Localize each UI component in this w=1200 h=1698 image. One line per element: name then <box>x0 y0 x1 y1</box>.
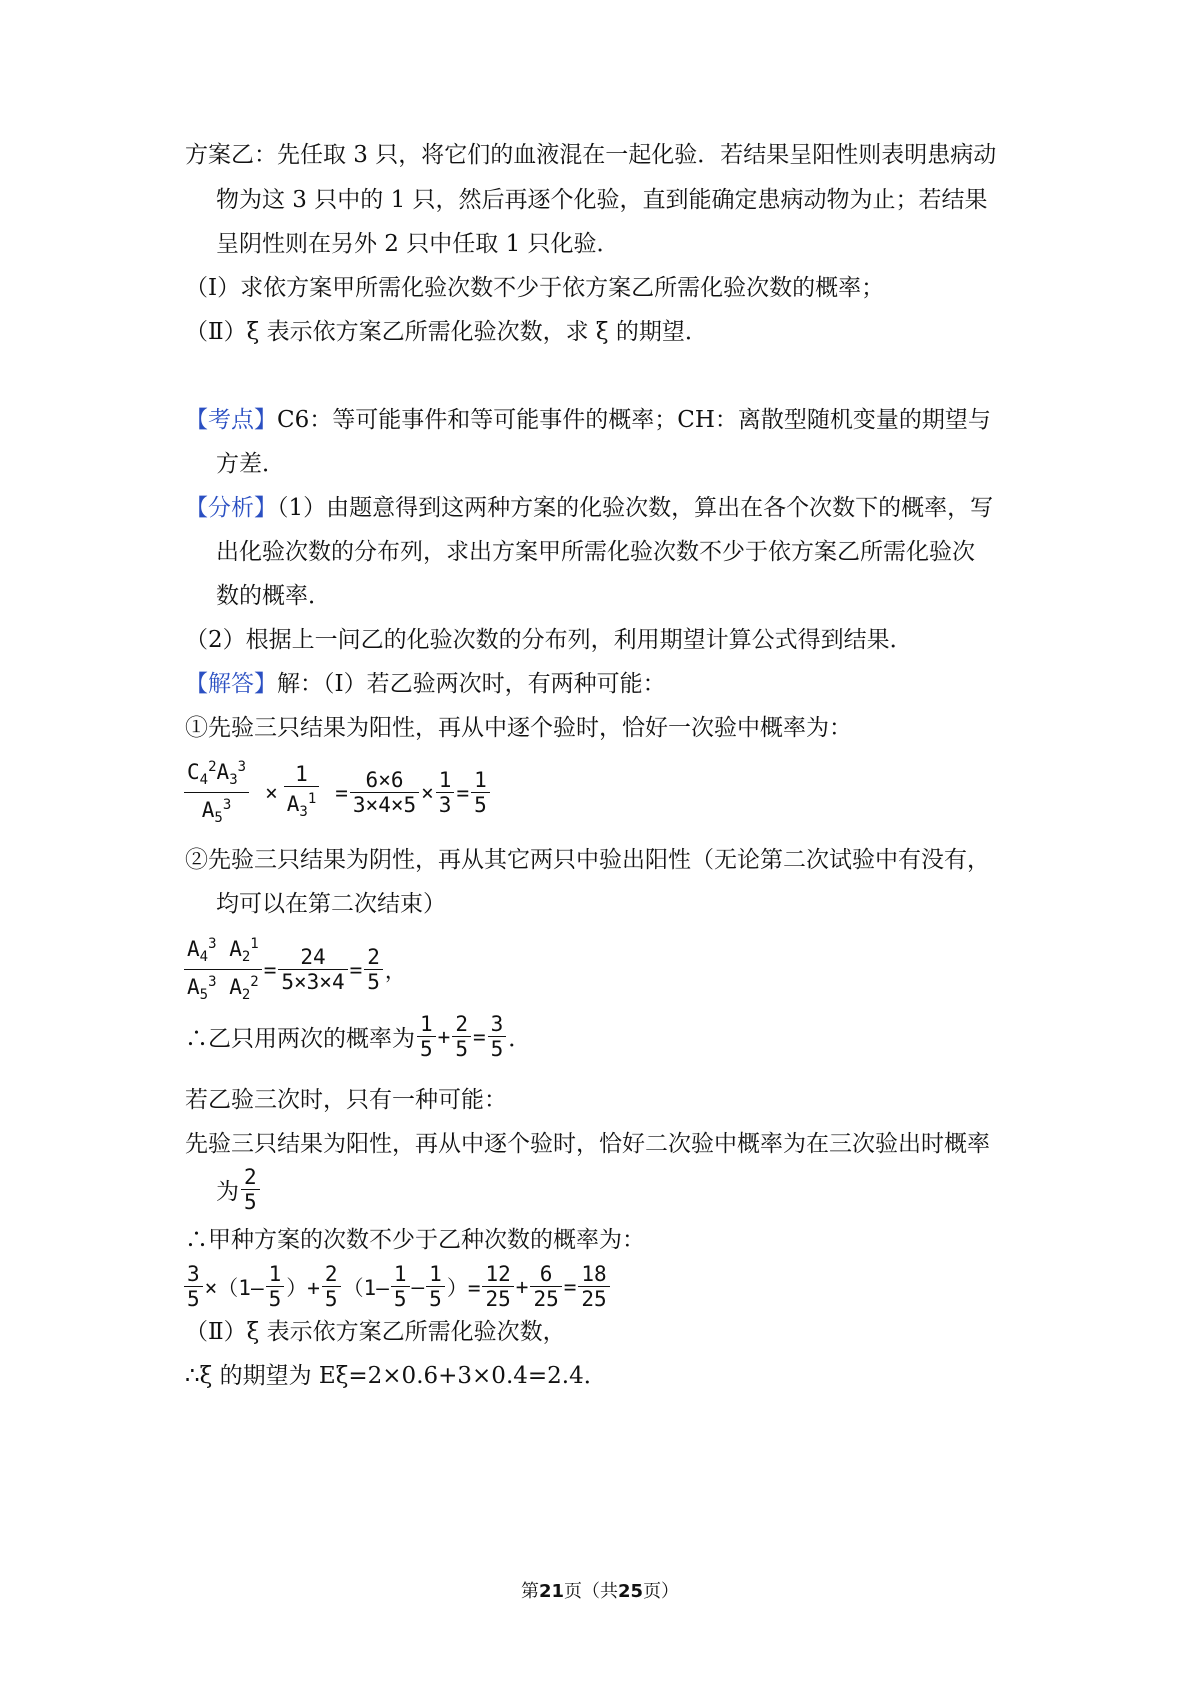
three-test-line-2 <box>216 1165 262 1214</box>
fraction: $\frac{6}{25}$ <box>530 1262 561 1311</box>
three-test-intro: 若乙验三次时，只有一种可能： <box>185 1087 507 1113</box>
fraction: $\frac{24}{5\times 3\times 4}$ <box>278 945 347 994</box>
three-test-line-1: 先验三只结果为阳性，再从中逐个验时，恰好二次验中概率为在三次验出时概率 <box>185 1131 990 1157</box>
kaodian-line-1 <box>185 405 991 435</box>
fraction: $\frac{C_4^2A_3^3}{A_5^3}$ <box>184 755 249 830</box>
fraction: $\frac{1}{5}$ <box>471 768 490 817</box>
fraction: $\frac{3}{5}$ <box>184 1262 203 1311</box>
fraction: $\frac{1}{3}$ <box>436 768 455 817</box>
plan-b-line-1: 方案乙：先任取 3 只，将它们的血液混在一起化验．若结果呈阳性则表明患病动 <box>185 142 997 168</box>
fraction: $\frac{1}{5}$ <box>266 1262 285 1311</box>
three-test-prefix: 为 <box>216 1179 239 1205</box>
fraction: $\frac{1}{5}$ <box>426 1262 445 1311</box>
fraction: $\frac{1}{A_3^1}$ <box>284 762 320 824</box>
plan-b-line-3: 呈阴性则在另外 2 只中任取 1 只化验． <box>216 231 620 257</box>
formula-case1: $\frac{C_4^2A_3^3}{A_5^3}$ × $\frac{1}{A_3^1}$ = $\frac{6\times 6}{3\times 4\times 5}$ × $\frac{1}{3}$ = $\frac{1}{5}$ <box>182 755 492 830</box>
formula-case2: $\frac{A_4^3 A_2^1}{A_5^3 A_2^2}$ = $\frac{24}{5\times 3\times 4}$ = $\frac{2}{5}$ ， <box>182 932 406 1007</box>
fenxi-line-3: 数的概率． <box>216 583 331 609</box>
formula-jia-prob: $\frac{3}{5}$ ×（1– $\frac{1}{5}$ ）+ $\frac{2}{5}$ （1– $\frac{1}{5}$ – $\frac{1}{5}$ ）= $\frac{12}{25}$ + $\frac{6}{25}$ = $\frac{18}{25}$ <box>182 1262 612 1311</box>
q2-answer-line-1: （Ⅱ）ξ 表示依方案乙所需化验次数， <box>185 1319 566 1345</box>
fraction: $\frac{6\times 6}{3\times 4\times 5}$ <box>350 768 419 817</box>
case-2-line-2: 均可以在第二次结束） <box>216 891 446 917</box>
fraction: $\frac{2}{5}$ <box>452 1012 471 1061</box>
jia-prob-line: ∴甲种方案的次数不少于乙种次数的概率为： <box>185 1227 645 1253</box>
two-test-prob-text: ∴乙只用两次的概率为 <box>185 1026 415 1052</box>
fenxi-line-1 <box>185 493 993 523</box>
fraction: $\frac{1}{5}$ <box>417 1012 436 1061</box>
fraction: $\frac{A_4^3 A_2^1}{A_5^3 A_2^2}$ <box>184 932 262 1007</box>
case-2-line-1: ②先验三只结果为阴性，再从其它两只中验出阳性（无论第二次试验中有没有， <box>185 847 990 873</box>
case-1: ①先验三只结果为阳性，再从中逐个验时，恰好一次验中概率为： <box>185 715 852 741</box>
fraction: $\frac{12}{25}$ <box>482 1262 513 1311</box>
two-test-prob: ∴乙只用两次的概率为 $\frac{1}{5}$ + $\frac{2}{5}$ = $\frac{3}{5}$ ． <box>185 1012 532 1061</box>
question-1: （Ⅰ）求依方案甲所需化验次数不少于依方案乙所需化验次数的概率； <box>185 275 885 301</box>
q2-answer-line-2: ∴ξ 的期望为 Eξ=2×0.6+3×0.4=2.4． <box>185 1363 607 1389</box>
jieda-tag: 【解答】 <box>185 671 277 697</box>
fraction: $\frac{2}{5}$ <box>241 1165 260 1214</box>
question-2: （Ⅱ）ξ 表示依方案乙所需化验次数，求 ξ 的期望． <box>185 319 708 345</box>
page-total: 25 <box>618 1581 644 1602</box>
fenxi-line-4: （2）根据上一问乙的化验次数的分布列，利用期望计算公式得到结果． <box>185 627 913 653</box>
page-number: 21 <box>538 1581 564 1602</box>
fraction: $\frac{2}{5}$ <box>322 1262 341 1311</box>
jieda-line-1 <box>185 669 666 699</box>
kaodian-line-2: 方差． <box>216 451 285 477</box>
fraction: $\frac{18}{25}$ <box>578 1262 609 1311</box>
plan-b-line-2: 物为这 3 只中的 1 只，然后再逐个化验，直到能确定患病动物为止；若结果 <box>216 187 988 213</box>
fenxi-text: （1）由题意得到这两种方案的化验次数，算出在各个次数下的概率，写 <box>277 495 994 521</box>
kaodian-tag: 【考点】 <box>185 407 277 433</box>
kaodian-text: C6：等可能事件和等可能事件的概率；CH：离散型随机变量的期望与 <box>277 407 991 433</box>
fenxi-tag: 【分析】 <box>185 495 277 521</box>
page-footer: 第21页（共25页） <box>520 1581 680 1602</box>
fraction: $\frac{1}{5}$ <box>391 1262 410 1311</box>
fenxi-line-2: 出化验次数的分布列，求出方案甲所需化验次数不少于依方案乙所需化验次 <box>216 539 975 565</box>
fraction: $\frac{3}{5}$ <box>488 1012 507 1061</box>
fraction: $\frac{2}{5}$ <box>364 945 383 994</box>
jieda-intro: 解：（Ⅰ）若乙验两次时，有两种可能： <box>277 671 666 697</box>
